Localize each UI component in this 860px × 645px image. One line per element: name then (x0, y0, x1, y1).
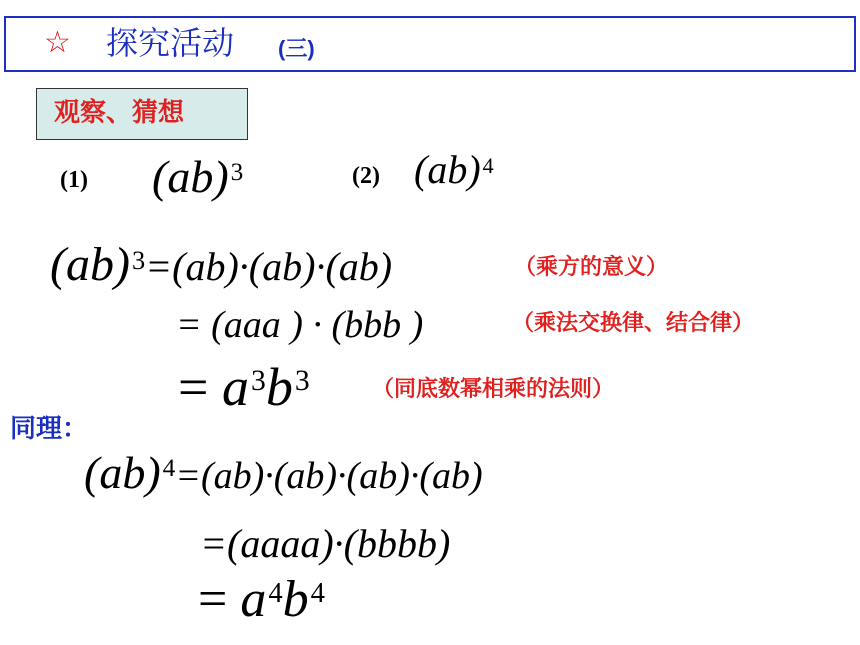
deriv4-line3-a: a (240, 571, 267, 628)
deriv3-note-1: （乘方的意义） (514, 255, 669, 280)
example-2-exponent: 4 (482, 152, 494, 178)
deriv3-lhs-exp: 3 (131, 244, 146, 275)
example-2-expr (414, 146, 494, 194)
observe-label: 观察、猜想 (54, 98, 185, 128)
example-1-expr (152, 150, 243, 204)
deriv3-line1 (50, 236, 392, 296)
deriv4-line3 (198, 570, 325, 630)
deriv4-lhs: (ab) (84, 447, 161, 498)
deriv4-line2-text: =(aaaa)·(bbbb) (200, 521, 451, 566)
deriv3-line2 (176, 302, 423, 348)
deriv3-rhs: =(ab)·(ab)·(ab) (145, 244, 393, 289)
deriv3-line3-eq: = (178, 357, 209, 417)
deriv3-note-3: （同底数幂相乘的法则） (372, 377, 615, 402)
deriv3-line3-b-exp: 3 (294, 365, 310, 398)
deriv4-line3-eq: = (198, 571, 228, 628)
deriv4-line3-b: b (282, 571, 309, 628)
page-title: 探究活动 (106, 24, 235, 62)
deriv3-line2-text: = (aaa ) · (bbb ) (176, 304, 424, 346)
example-1-label: (1) (60, 167, 88, 193)
deriv3-lhs: (ab) (50, 238, 130, 291)
deriv4-line2 (200, 520, 450, 568)
same-reason-label: 同理： (10, 414, 89, 444)
deriv3-line3 (178, 356, 310, 418)
deriv3-line3-b: b (265, 357, 293, 417)
example-1-base: (ab) (152, 151, 229, 202)
deriv3-line3-a: a (221, 357, 249, 417)
deriv4-rhs: =(ab)·(ab)·(ab)·(ab) (175, 455, 483, 497)
page-title-sub: (三) (278, 36, 315, 61)
deriv3-line3-a-exp: 3 (250, 365, 266, 398)
star-icon: ☆ (44, 25, 71, 60)
deriv4-line3-a-exp: 4 (268, 578, 283, 610)
deriv4-line1 (84, 446, 483, 503)
deriv3-note-2: （乘法交换律、结合律） (512, 311, 755, 336)
example-2-base: (ab) (414, 147, 481, 192)
example-1-exponent: 3 (230, 157, 244, 186)
deriv4-line3-b-exp: 4 (310, 578, 325, 610)
example-2-label: (2) (352, 163, 380, 189)
deriv4-lhs-exp: 4 (162, 453, 176, 482)
